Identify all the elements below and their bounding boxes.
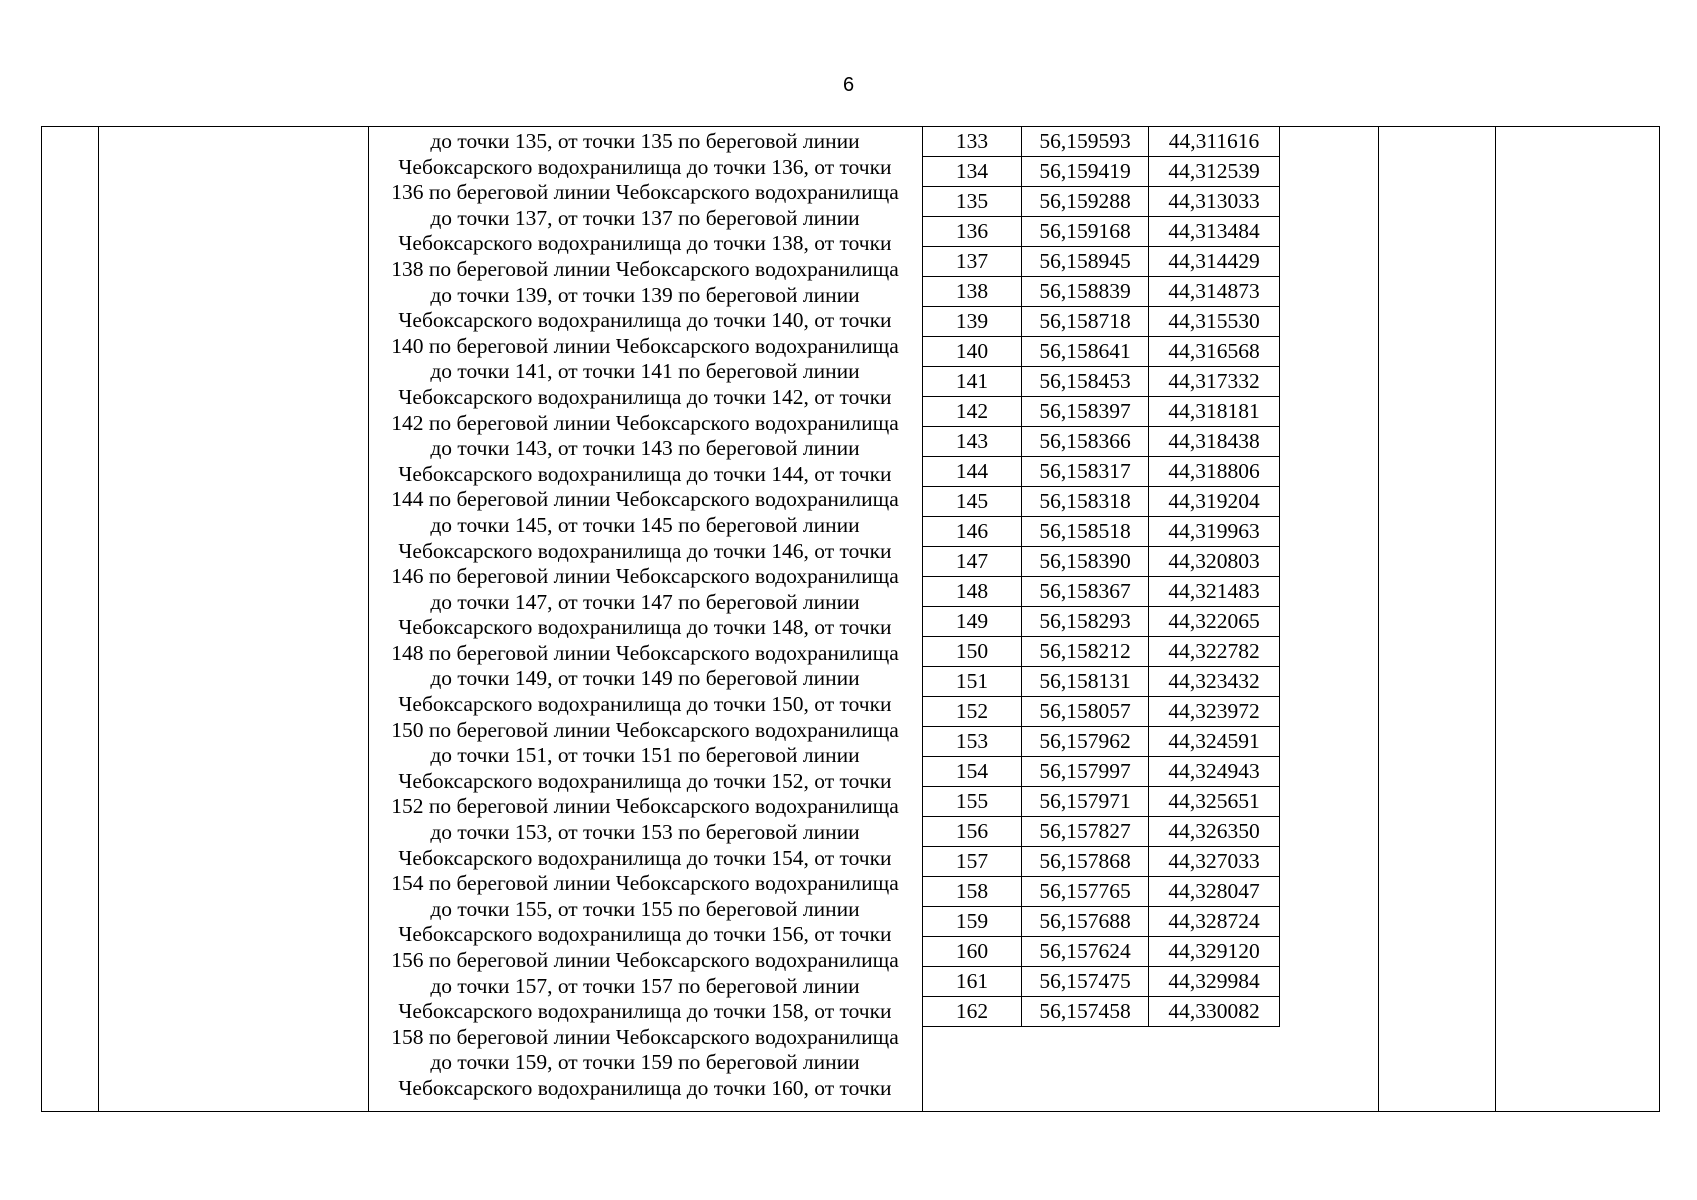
latitude-cell: 56,157458 <box>1022 997 1149 1027</box>
longitude-cell: 44,328724 <box>1149 907 1280 937</box>
description-line: до точки 143, от точки 143 по береговой линии <box>430 436 860 461</box>
table-row <box>923 577 1280 607</box>
latitude-cell: 56,159168 <box>1022 217 1149 247</box>
latitude-cell: 56,158293 <box>1022 607 1149 637</box>
longitude-cell: 44,317332 <box>1149 367 1280 397</box>
point-number-cell: 139 <box>923 307 1022 337</box>
longitude-cell: 44,320803 <box>1149 547 1280 577</box>
longitude-cell: 44,312539 <box>1149 157 1280 187</box>
latitude-cell: 56,158390 <box>1022 547 1149 577</box>
description-line: до точки 137, от точки 137 по береговой линии <box>430 205 860 230</box>
longitude-cell: 44,322782 <box>1149 637 1280 667</box>
description-line: до точки 153, от точки 153 по береговой линии <box>430 820 860 845</box>
table-row <box>923 877 1280 907</box>
point-number-cell: 161 <box>923 967 1022 997</box>
point-number-cell: 152 <box>923 697 1022 727</box>
latitude-cell: 56,157765 <box>1022 877 1149 907</box>
table-row <box>923 967 1280 997</box>
longitude-cell: 44,323972 <box>1149 697 1280 727</box>
table-row <box>923 487 1280 517</box>
table-row <box>923 997 1280 1027</box>
description-line: Чебоксарского водохранилища до точки 144, от точки <box>398 461 892 486</box>
latitude-cell: 56,159288 <box>1022 187 1149 217</box>
description-line: до точки 151, от точки 151 по береговой линии <box>430 743 860 768</box>
description-line: 154 по береговой линии Чебоксарского водохранилища <box>391 871 899 896</box>
column-divider <box>98 126 99 1112</box>
description-line: Чебоксарского водохранилища до точки 142, от точки <box>398 384 892 409</box>
longitude-cell: 44,318438 <box>1149 427 1280 457</box>
boundary-description <box>370 129 920 1102</box>
description-line: Чебоксарского водохранилища до точки 152, от точки <box>398 768 892 793</box>
column-divider <box>1495 126 1496 1112</box>
description-line: до точки 159, от точки 159 по береговой линии <box>430 1050 860 1075</box>
point-number-cell: 142 <box>923 397 1022 427</box>
longitude-cell: 44,324943 <box>1149 757 1280 787</box>
description-line: 144 по береговой линии Чебоксарского водохранилища <box>391 487 899 512</box>
point-number-cell: 141 <box>923 367 1022 397</box>
longitude-cell: 44,318806 <box>1149 457 1280 487</box>
table-row <box>923 817 1280 847</box>
table-row <box>923 127 1280 157</box>
point-number-cell: 149 <box>923 607 1022 637</box>
table-row <box>923 727 1280 757</box>
description-line: 136 по береговой линии Чебоксарского водохранилища <box>391 180 899 205</box>
point-number-cell: 160 <box>923 937 1022 967</box>
description-line: до точки 135, от точки 135 по береговой линии <box>430 129 860 153</box>
table-row <box>923 697 1280 727</box>
description-line: 158 по береговой линии Чебоксарского водохранилища <box>391 1024 899 1049</box>
description-line: 142 по береговой линии Чебоксарского водохранилища <box>391 410 899 435</box>
point-number-cell: 151 <box>923 667 1022 697</box>
description-line: до точки 145, от точки 145 по береговой линии <box>430 512 860 537</box>
table-row <box>923 157 1280 187</box>
longitude-cell: 44,329984 <box>1149 967 1280 997</box>
latitude-cell: 56,158131 <box>1022 667 1149 697</box>
point-number-cell: 143 <box>923 427 1022 457</box>
latitude-cell: 56,157827 <box>1022 817 1149 847</box>
longitude-cell: 44,330082 <box>1149 997 1280 1027</box>
latitude-cell: 56,158453 <box>1022 367 1149 397</box>
column-divider <box>1378 126 1379 1112</box>
latitude-cell: 56,158518 <box>1022 517 1149 547</box>
latitude-cell: 56,157997 <box>1022 757 1149 787</box>
description-line: Чебоксарского водохранилища до точки 154, от точки <box>398 845 892 870</box>
description-line: Чебоксарского водохранилища до точки 148, от точки <box>398 615 892 640</box>
longitude-cell: 44,313484 <box>1149 217 1280 247</box>
longitude-cell: 44,319963 <box>1149 517 1280 547</box>
point-number-cell: 148 <box>923 577 1022 607</box>
table-row <box>923 637 1280 667</box>
table-row <box>923 847 1280 877</box>
table-row <box>923 217 1280 247</box>
point-number-cell: 144 <box>923 457 1022 487</box>
table-row <box>923 607 1280 637</box>
table-row <box>923 277 1280 307</box>
longitude-cell: 44,311616 <box>1149 127 1280 157</box>
latitude-cell: 56,157624 <box>1022 937 1149 967</box>
description-line: 148 по береговой линии Чебоксарского водохранилища <box>391 640 899 665</box>
longitude-cell: 44,328047 <box>1149 877 1280 907</box>
latitude-cell: 56,157962 <box>1022 727 1149 757</box>
description-line: 150 по береговой линии Чебоксарского водохранилища <box>391 717 899 742</box>
table-row <box>923 937 1280 967</box>
table-row <box>923 457 1280 487</box>
point-number-cell: 137 <box>923 247 1022 277</box>
point-number-cell: 156 <box>923 817 1022 847</box>
point-number-cell: 153 <box>923 727 1022 757</box>
table-row <box>923 367 1280 397</box>
description-line: 156 по береговой линии Чебоксарского водохранилища <box>391 948 899 972</box>
latitude-cell: 56,158367 <box>1022 577 1149 607</box>
point-number-cell: 155 <box>923 787 1022 817</box>
longitude-cell: 44,327033 <box>1149 847 1280 877</box>
latitude-cell: 56,157475 <box>1022 967 1149 997</box>
longitude-cell: 44,321483 <box>1149 577 1280 607</box>
latitude-cell: 56,158641 <box>1022 337 1149 367</box>
latitude-cell: 56,157868 <box>1022 847 1149 877</box>
column-divider <box>368 126 369 1112</box>
longitude-cell: 44,313033 <box>1149 187 1280 217</box>
longitude-cell: 44,314429 <box>1149 247 1280 277</box>
description-line: до точки 139, от точки 139 по береговой линии <box>430 282 860 307</box>
latitude-cell: 56,158212 <box>1022 637 1149 667</box>
table-row <box>923 547 1280 577</box>
table-row <box>923 337 1280 367</box>
point-number-cell: 146 <box>923 517 1022 547</box>
longitude-cell: 44,314873 <box>1149 277 1280 307</box>
point-number-cell: 140 <box>923 337 1022 367</box>
longitude-cell: 44,322065 <box>1149 607 1280 637</box>
latitude-cell: 56,159419 <box>1022 157 1149 187</box>
point-number-cell: 162 <box>923 997 1022 1027</box>
latitude-cell: 56,158366 <box>1022 427 1149 457</box>
description-line: до точки 155, от точки 155 по береговой линии <box>430 896 860 921</box>
longitude-cell: 44,324591 <box>1149 727 1280 757</box>
longitude-cell: 44,318181 <box>1149 397 1280 427</box>
point-number-cell: 159 <box>923 907 1022 937</box>
description-line: Чебоксарского водохранилища до точки 158, от точки <box>398 999 892 1024</box>
longitude-cell: 44,316568 <box>1149 337 1280 367</box>
latitude-cell: 56,157688 <box>1022 907 1149 937</box>
table-row <box>923 757 1280 787</box>
table-row <box>923 907 1280 937</box>
table-row <box>923 667 1280 697</box>
description-line: до точки 149, от точки 149 по береговой линии <box>430 666 860 691</box>
point-number-cell: 145 <box>923 487 1022 517</box>
page-number: 6 <box>842 74 855 96</box>
latitude-cell: 56,158318 <box>1022 487 1149 517</box>
point-number-cell: 154 <box>923 757 1022 787</box>
point-number-cell: 158 <box>923 877 1022 907</box>
description-line: до точки 147, от точки 147 по береговой линии <box>430 589 860 614</box>
table-row <box>923 187 1280 217</box>
latitude-cell: 56,158839 <box>1022 277 1149 307</box>
table-row <box>923 517 1280 547</box>
description-line: 138 по береговой линии Чебоксарского водохранилища <box>391 256 899 281</box>
description-line: 140 по береговой линии Чебоксарского водохранилища <box>391 333 899 358</box>
latitude-cell: 56,158718 <box>1022 307 1149 337</box>
latitude-cell: 56,158317 <box>1022 457 1149 487</box>
longitude-cell: 44,323432 <box>1149 667 1280 697</box>
description-line: Чебоксарского водохранилища до точки 138, от точки <box>398 231 892 256</box>
description-line: Чебоксарского водохранилища до точки 160, от точки <box>398 1075 892 1100</box>
table-row <box>923 247 1280 277</box>
longitude-cell: 44,315530 <box>1149 307 1280 337</box>
coordinates-table <box>922 126 1280 1027</box>
description-line: до точки 157, от точки 157 по береговой линии <box>430 973 860 998</box>
point-number-cell: 134 <box>923 157 1022 187</box>
point-number-cell: 135 <box>923 187 1022 217</box>
point-number-cell: 147 <box>923 547 1022 577</box>
description-line: до точки 141, от точки 141 по береговой линии <box>430 359 860 384</box>
table-row <box>923 397 1280 427</box>
point-number-cell: 157 <box>923 847 1022 877</box>
longitude-cell: 44,329120 <box>1149 937 1280 967</box>
point-number-cell: 138 <box>923 277 1022 307</box>
latitude-cell: 56,158945 <box>1022 247 1149 277</box>
description-line: Чебоксарского водохранилища до точки 140, от точки <box>398 308 892 333</box>
table-row <box>923 307 1280 337</box>
description-line: 146 по береговой линии Чебоксарского водохранилища <box>391 564 899 589</box>
latitude-cell: 56,159593 <box>1022 127 1149 157</box>
point-number-cell: 150 <box>923 637 1022 667</box>
description-line: Чебоксарского водохранилища до точки 150, от точки <box>398 692 892 717</box>
longitude-cell: 44,319204 <box>1149 487 1280 517</box>
latitude-cell: 56,157971 <box>1022 787 1149 817</box>
point-number-cell: 133 <box>923 127 1022 157</box>
point-number-cell: 136 <box>923 217 1022 247</box>
latitude-cell: 56,158057 <box>1022 697 1149 727</box>
longitude-cell: 44,325651 <box>1149 787 1280 817</box>
description-line: Чебоксарского водохранилища до точки 136, от точки <box>398 154 892 179</box>
description-line: Чебоксарского водохранилища до точки 146, от точки <box>398 538 892 563</box>
table-row <box>923 787 1280 817</box>
latitude-cell: 56,158397 <box>1022 397 1149 427</box>
longitude-cell: 44,326350 <box>1149 817 1280 847</box>
description-line: 152 по береговой линии Чебоксарского водохранилища <box>391 794 899 819</box>
description-line: Чебоксарского водохранилища до точки 156, от точки <box>398 922 892 947</box>
table-row <box>923 427 1280 457</box>
